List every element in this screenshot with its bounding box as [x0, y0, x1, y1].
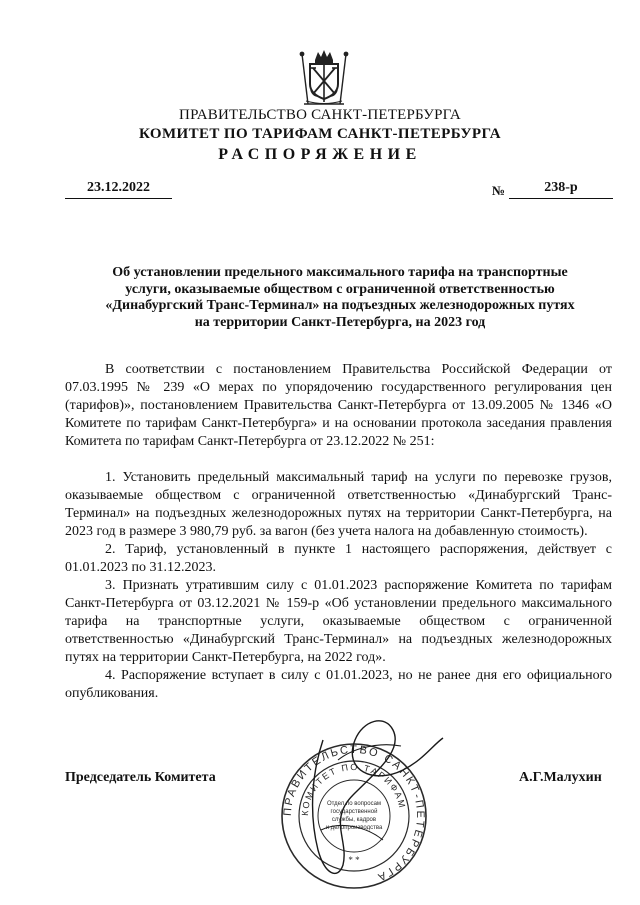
government-heading: ПРАВИТЕЛЬСТВО САНКТ-ПЕТЕРБУРГА: [179, 107, 461, 123]
clause-2: 2. Тариф, установленный в пункте 1 настоящего распоряжения, действует с 01.01.2023 по 31.12.2023.: [65, 542, 612, 575]
signatory-position: Председатель Комитета: [65, 770, 216, 785]
committee-heading: КОМИТЕТ ПО ТАРИФАМ САНКТ-ПЕТЕРБУРГА: [138, 126, 502, 142]
coat-of-arms-icon: [296, 48, 352, 106]
document-type-heading: РАСПОРЯЖЕНИЕ: [218, 146, 422, 163]
star-icon: * *: [348, 855, 360, 865]
stamp-center-line: государственной: [330, 809, 378, 815]
title-line: «Динабургский Транс-Терминал» на подъездных железнодорожных путях: [105, 298, 575, 313]
signatory-name: А.Г.Малухин: [519, 770, 602, 785]
handwritten-signature: [283, 700, 453, 890]
stamp-inner-text: КОМИТЕТ ПО ТАРИФАМ: [299, 761, 408, 817]
number-sign: №: [492, 183, 506, 198]
clause-3: 3. Признать утратившим силу с 01.01.2023 распоряжение Комитета по тарифам Санкт-Петербурга от 03.12.2021 № 159-р «Об установлении предельного максимального тарифа на транспортные услуги, оказываемые обществом с ограниченной ответственностью «Динабургский Транс-Терминал» на подъездных железнодорожных путях на территории Санкт-Петербурга, на 2022 год».: [65, 578, 612, 665]
document-number: 238-р: [509, 180, 613, 199]
document-body: [65, 361, 612, 703]
stamp-center-line: Отдел по вопросам: [326, 801, 382, 807]
stamp-center-line: и делопроизводства: [325, 825, 383, 831]
clause-1: 1. Установить предельный максимальный тариф на услуги по перевозке грузов, оказываемые обществом с ограниченной ответственностью «Динабургский Транс-Терминал» на подъездных железнодорожных путях на территории Санкт-Петербурга, на 2023 год в размере 3 980,79 руб. за вагон (без учета налога на добавленную стоимость).: [65, 470, 612, 539]
stamp-center-line: службы, кадров: [331, 817, 377, 823]
title-line: услуги, оказываемые обществом с ограниченной ответственностью: [125, 281, 555, 297]
stamp-outer-text: ПРАВИТЕЛЬСТВО САНКТ-ПЕТЕРБУРГА: [281, 743, 427, 884]
document-title: [70, 265, 610, 331]
document-date: 23.12.2022: [65, 180, 172, 199]
title-line: на территории Санкт-Петербурга, на 2023 год: [194, 314, 486, 330]
preamble-paragraph: В соответствии с постановлением Правительства Российской Федерации от 07.03.1995 № 239 «О мерах по упорядочению государственного регулирования цен (тарифов)», постановлением Правительства Санкт-Петербурга от 13.09.2005 № 1346 «О Комитете по тарифам Санкт-Петербурга» и на основании протокола заседания правления Комитета по тарифам Санкт-Петербурга от 23.12.2022 № 251:: [65, 362, 612, 449]
clause-4: 4. Распоряжение вступает в силу с 01.01.2023, но не ранее дня его официального опубликования.: [65, 668, 612, 701]
title-line: Об установлении предельного максимального тарифа на транспортные: [112, 265, 568, 280]
